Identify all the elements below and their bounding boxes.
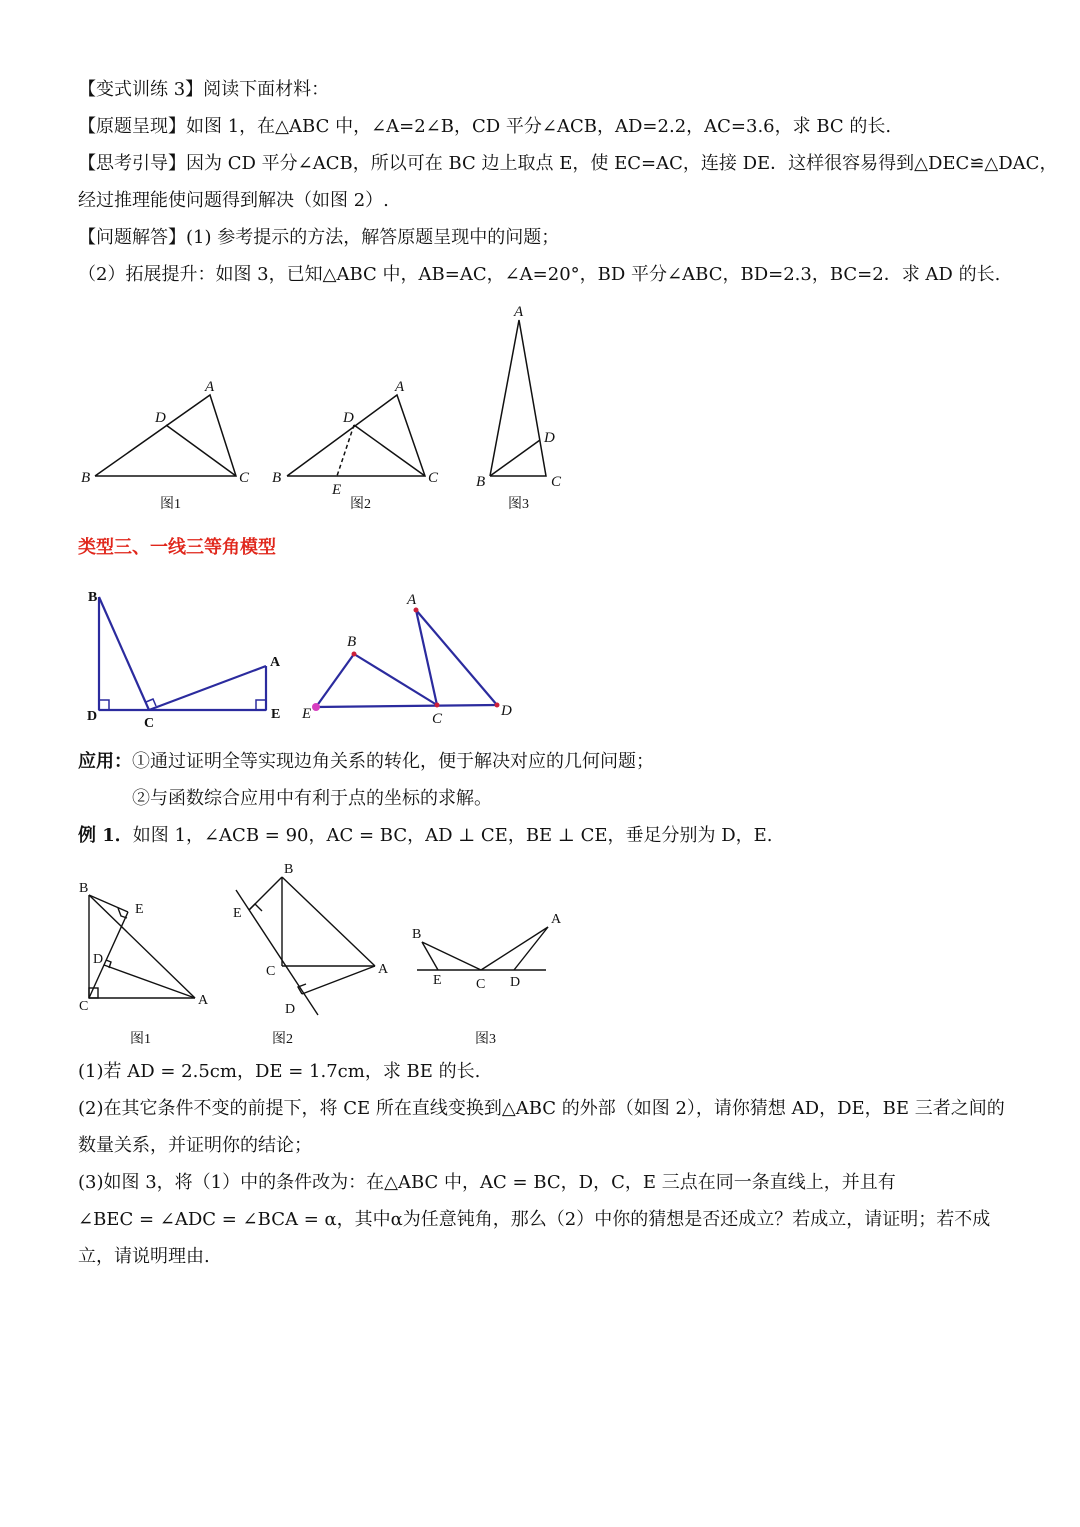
ex-fig2-label-E: E [233, 906, 242, 921]
ex-fig2-label-D: D [285, 1002, 296, 1017]
fig3-label-C: C [551, 474, 562, 490]
section-heading: 类型三、一线三等角模型 [78, 537, 276, 558]
model-right-label-A: A [407, 592, 417, 608]
original-problem: 【原题呈现】如图 1，在△ABC 中，∠A=2∠B，CD 平分∠ACB，AD=2.2，AC=3.6，求 BC 的长. [78, 116, 892, 137]
ex-fig1-label-C: C [79, 999, 89, 1014]
question-3-line-2: ∠BEC = ∠ADC = ∠BCA = α，其中α为任意钝角，那么（2）中你的猜想是否还成立？若成立，请证明；若不成 [78, 1209, 991, 1230]
ex-fig2-caption: 图2 [272, 1032, 293, 1047]
fig1-label-C: C [239, 470, 250, 486]
fig2-label-A-text: A [395, 379, 405, 395]
question-1: (1)若 AD = 2.5cm，DE = 1.7cm，求 BE 的长. [78, 1061, 481, 1082]
model-left-label-A: A [270, 655, 281, 670]
fig2-label-C: C [428, 470, 439, 486]
application-item-2: ②与函数综合应用中有利于点的坐标的求解。 [132, 788, 492, 809]
ex-fig3-label-D: D [510, 975, 521, 990]
example-label: 例 1． [78, 825, 133, 846]
model-left-label-E: E [271, 707, 281, 722]
ex-fig2-label-A: A [378, 962, 389, 977]
question-2-line-2: 数量关系，并证明你的结论； [78, 1135, 312, 1156]
example-text: 如图 1，∠ACB = 90，AC = BC，AD ⊥ CE，BE ⊥ CE，垂足分别为 D，E. [132, 825, 773, 846]
ex-fig3-label-B: B [412, 927, 422, 942]
question-3-line-1: (3)如图 3，将（1）中的条件改为：在△ABC 中，AC = BC，D，C，E 三点在同一条直线上，并且有 [78, 1172, 896, 1193]
question-3-line-3: 立，请说明理由. [78, 1246, 210, 1267]
answer-part-2: （2）拓展提升：如图 3，已知△ABC 中，AB=AC，∠A=20°，BD 平分∠ABC，BD=2.3，BC=2．求 AD 的长. [78, 264, 1001, 285]
ex-fig2-label-C: C [266, 964, 276, 979]
fig2-label-D: D [343, 410, 354, 426]
application-label: 应用： [78, 751, 132, 772]
fig1-label-B: B [81, 470, 91, 486]
model-right-label-B: B [347, 634, 357, 650]
model-left-label-C: C [144, 716, 155, 731]
model-right-label-D: D [501, 703, 512, 719]
hint-line-2: 经过推理能使问题得到解决（如图 2）. [78, 190, 389, 211]
fig2-label-B: B [272, 470, 282, 486]
ex-fig3-label-C: C [476, 977, 486, 992]
model-left-label-B: B [88, 590, 98, 605]
fig2-caption: 图2 [350, 497, 371, 512]
model-right-label-C: C [432, 711, 443, 727]
ex-fig1-label-A: A [198, 993, 209, 1008]
ex-fig1-label-B: B [79, 881, 89, 896]
fig3-label-D: D [544, 430, 555, 446]
ex-fig1-label-E: E [135, 902, 144, 917]
fig1-label-A: A [205, 379, 215, 395]
model-right-label-E: E [302, 706, 312, 722]
fig3-label-B: B [476, 474, 486, 490]
ex-fig1-label-D: D [93, 952, 104, 967]
question-2-line-1: (2)在其它条件不变的前提下，将 CE 所在直线变换到△ABC 的外部（如图 2），请你猜想 AD，DE，BE 三者之间的 [78, 1098, 1005, 1119]
answer-part-1: 【问题解答】(1) 参考提示的方法，解答原题呈现中的问题； [78, 227, 560, 248]
hint-line-1: 【思考引导】因为 CD 平分∠ACB，所以可在 BC 边上取点 E，使 EC=AC，连接 DE．这样很容易得到△DEC≌△DAC， [78, 153, 1058, 174]
exercise-title: 【变式训练 3】阅读下面材料： [78, 79, 330, 100]
ex-fig3-label-A: A [551, 912, 562, 927]
ex-fig1-caption: 图1 [130, 1032, 151, 1047]
fig1-caption: 图1 [160, 497, 181, 512]
ex-fig2-label-B: B [284, 862, 294, 877]
application-item-1: ①通过证明全等实现边角关系的转化，便于解决对应的几何问题； [132, 751, 654, 772]
fig3-caption: 图3 [508, 497, 529, 512]
ex-fig3-label-E: E [433, 973, 442, 988]
fig1-label-D: D [155, 410, 166, 426]
fig3-label-A: A [514, 304, 524, 320]
model-left-label-D: D [87, 709, 98, 724]
ex-fig3-caption: 图3 [475, 1032, 496, 1047]
fig2-label-E: E [332, 482, 342, 498]
